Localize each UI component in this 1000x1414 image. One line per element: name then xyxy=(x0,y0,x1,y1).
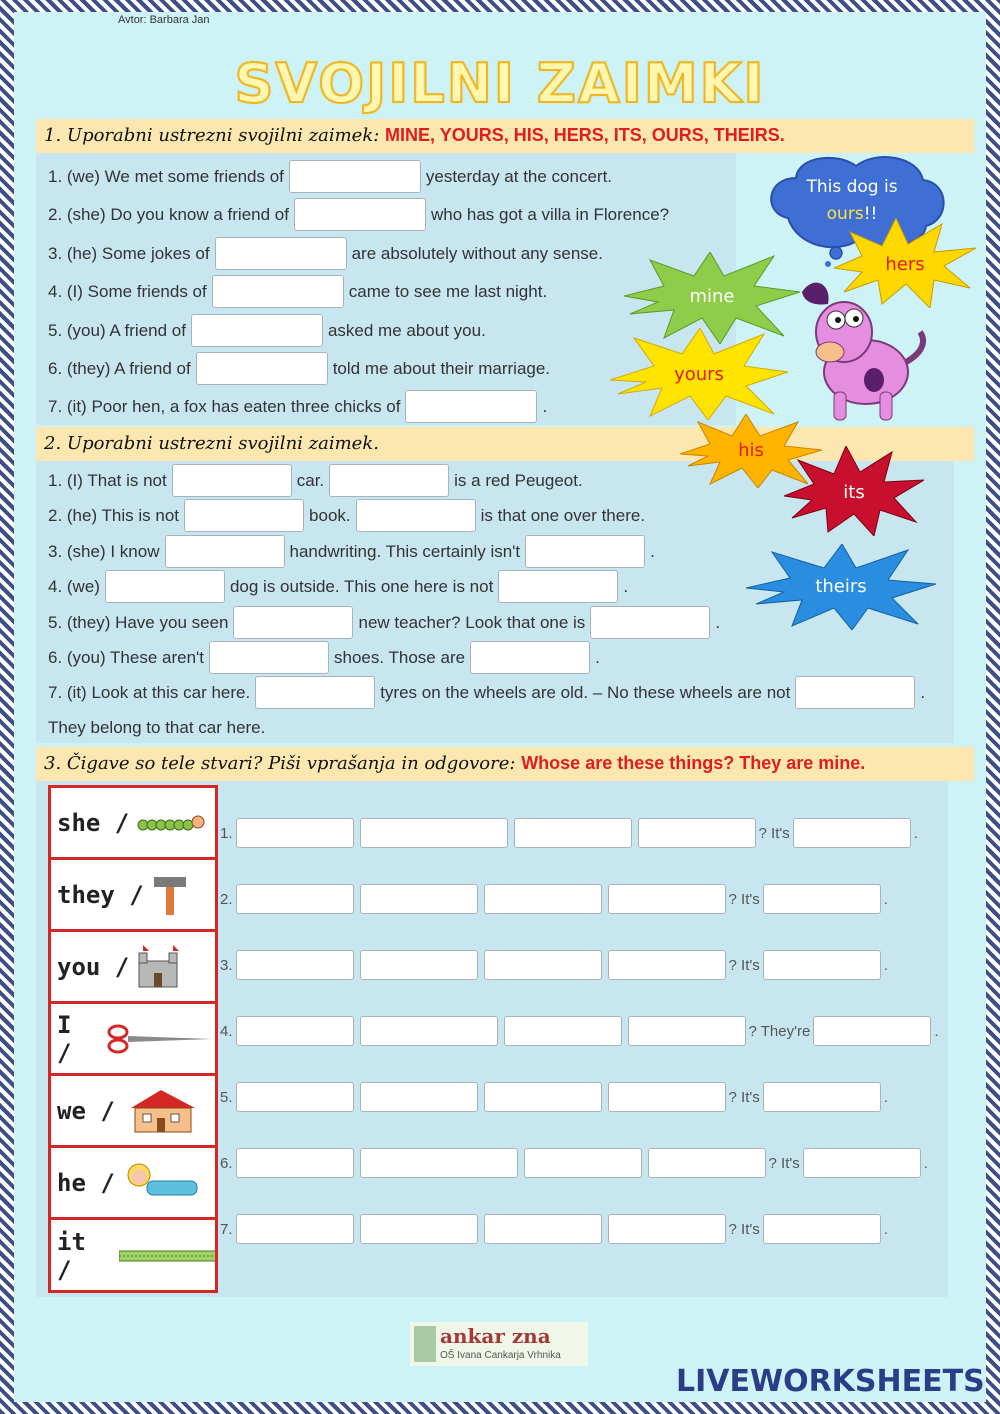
s1-text: 1. (we) We met some friends of xyxy=(48,166,284,186)
s1-text: 2. (she) Do you know a friend of xyxy=(48,204,289,224)
row-end: . xyxy=(934,1022,939,1040)
burst-theirs xyxy=(746,544,936,630)
row-end: . xyxy=(913,824,918,842)
answer-input[interactable] xyxy=(215,237,347,270)
burst-its-label: its xyxy=(843,482,865,503)
s2-text: handwriting. This certainly isn't xyxy=(289,541,521,561)
answer-input[interactable] xyxy=(813,1016,931,1046)
answer-input[interactable] xyxy=(236,884,354,914)
s3-row-7 xyxy=(220,1214,888,1244)
s1-item-7 xyxy=(48,390,547,423)
burst-theirs-label: theirs xyxy=(815,576,867,597)
row-end: . xyxy=(883,956,888,974)
burst-its xyxy=(784,446,924,536)
s1-text: . xyxy=(542,396,548,416)
answer-input[interactable] xyxy=(360,1016,498,1046)
pronoun-label: I / xyxy=(57,1010,72,1067)
answer-input[interactable] xyxy=(184,499,304,532)
pronoun-label: we / xyxy=(57,1096,115,1125)
s2-tail xyxy=(48,718,265,738)
dog-illustration xyxy=(784,262,934,424)
s1-text: 6. (they) A friend of xyxy=(48,358,191,378)
s3-row-5 xyxy=(220,1082,888,1112)
answer-input[interactable] xyxy=(360,1148,518,1178)
answer-input[interactable] xyxy=(294,198,426,231)
s2-item-1 xyxy=(48,464,583,497)
answer-input[interactable] xyxy=(470,641,590,674)
s2-text: is a red Peugeot. xyxy=(454,470,583,490)
answer-input[interactable] xyxy=(638,818,756,848)
answer-input[interactable] xyxy=(196,352,328,385)
s2-text: dog is outside. This one here is not xyxy=(229,576,494,596)
author-credit: Avtor: Barbara Jan xyxy=(118,14,210,26)
answer-input[interactable] xyxy=(628,1016,746,1046)
row-number: 4. xyxy=(220,1022,233,1040)
burst-mine-label: mine xyxy=(689,286,735,307)
answer-input[interactable] xyxy=(360,1214,478,1244)
answer-input[interactable] xyxy=(484,884,602,914)
s1-text: 5. (you) A friend of xyxy=(48,320,186,340)
scissors-icon xyxy=(106,1024,215,1054)
answer-input[interactable] xyxy=(648,1148,766,1178)
table-row xyxy=(51,932,215,1004)
answer-input[interactable] xyxy=(590,606,710,639)
answer-input[interactable] xyxy=(608,1214,726,1244)
answer-input[interactable] xyxy=(484,1214,602,1244)
section1-heading-pronouns: MINE, YOURS, HIS, HERS, ITS, OURS, THEIRS. xyxy=(385,125,785,145)
answer-input[interactable] xyxy=(484,950,602,980)
s2-text: 6. (you) These aren't xyxy=(48,647,205,667)
logo-subtitle: OŠ Ivana Cankarja Vrhnika xyxy=(440,1350,561,1361)
row-end: . xyxy=(883,1088,888,1106)
liveworksheets-brand: LIVEWORKSHEETS xyxy=(676,1364,985,1399)
s1-text: yesterday at the concert. xyxy=(425,166,613,186)
s1-item-6 xyxy=(48,352,550,385)
s3-row-4 xyxy=(220,1016,938,1046)
answer-input[interactable] xyxy=(525,535,645,568)
s2-text: . xyxy=(595,647,600,667)
row-number: 3. xyxy=(220,956,233,974)
row-answer-prefix: ? It's xyxy=(768,1154,800,1172)
s2-text: . xyxy=(715,612,721,632)
s1-text: 3. (he) Some jokes of xyxy=(48,243,210,263)
s1-text: asked me about you. xyxy=(327,320,486,340)
s2-text: . xyxy=(650,541,655,561)
row-answer-prefix: ? It's xyxy=(728,1088,760,1106)
answer-input[interactable] xyxy=(608,1082,726,1112)
answer-input[interactable] xyxy=(608,950,726,980)
answer-input[interactable] xyxy=(172,464,292,497)
pronoun-label: you / xyxy=(57,952,130,981)
house-icon xyxy=(121,1088,201,1134)
bubble-exclaim: !! xyxy=(863,204,878,224)
section3-heading xyxy=(36,747,974,781)
castle-icon xyxy=(135,945,181,989)
s1-text: told me about their marriage. xyxy=(332,358,551,378)
s2-text: 2. (he) This is not xyxy=(48,505,180,525)
s2-text: . xyxy=(623,576,629,596)
answer-input[interactable] xyxy=(795,676,915,709)
s1-text: 7. (it) Poor hen, a fox has eaten three chicks of xyxy=(48,396,401,416)
burst-yours-label: yours xyxy=(674,364,724,385)
answer-input[interactable] xyxy=(236,1016,354,1046)
answer-input[interactable] xyxy=(236,1082,354,1112)
answer-input[interactable] xyxy=(360,818,508,848)
answer-input[interactable] xyxy=(763,1082,881,1112)
table-row xyxy=(51,1220,215,1292)
s1-text: 4. (I) Some friends of xyxy=(48,281,207,301)
pronoun-label: they / xyxy=(57,880,144,909)
answer-input[interactable] xyxy=(236,1214,354,1244)
answer-input[interactable] xyxy=(498,570,618,603)
row-answer-prefix: ? They're xyxy=(748,1022,811,1040)
answer-input[interactable] xyxy=(191,314,323,347)
s2-item-3 xyxy=(48,535,655,568)
s2-text: book. xyxy=(309,505,351,525)
s1-item-5 xyxy=(48,314,486,347)
answer-input[interactable] xyxy=(405,390,537,423)
pronoun-picture-table xyxy=(48,785,218,1293)
s1-text: are absolutely without any sense. xyxy=(351,243,603,263)
table-row xyxy=(51,1076,215,1148)
row-answer-prefix: ? It's xyxy=(758,824,790,842)
s2-tail-text: They belong to that car here. xyxy=(48,718,266,737)
row-answer-prefix: ? It's xyxy=(728,1220,760,1238)
s2-item-4 xyxy=(48,570,628,603)
hammer-icon xyxy=(150,873,190,917)
s1-item-2 xyxy=(48,198,669,231)
answer-input[interactable] xyxy=(289,160,421,193)
answer-input[interactable] xyxy=(212,275,344,308)
answer-input[interactable] xyxy=(105,570,225,603)
answer-input[interactable] xyxy=(524,1148,642,1178)
worksheet-page xyxy=(14,12,986,1402)
s2-item-7 xyxy=(48,676,925,709)
s1-text: who has got a villa in Florence? xyxy=(430,204,670,224)
row-end: . xyxy=(883,890,888,908)
row-number: 6. xyxy=(220,1154,233,1172)
section2-heading-text: 2. Uporabni ustrezni svojilni zaimek. xyxy=(44,433,379,454)
bubble-line1: This dog is xyxy=(806,177,898,197)
bubble-highlight: ours xyxy=(826,204,864,224)
s2-text: shoes. Those are xyxy=(334,647,466,667)
zipper-icon xyxy=(119,1249,215,1263)
answer-input[interactable] xyxy=(763,950,881,980)
section3-heading-example: Whose are these things? They are mine. xyxy=(521,753,866,773)
s2-text: 7. (it) Look at this car here. xyxy=(48,682,251,702)
s2-text: . xyxy=(920,682,926,702)
s2-text: is that one over there. xyxy=(480,505,646,525)
s2-text: 3. (she) I know xyxy=(48,541,160,561)
page-title: SVOJILNI ZAIMKI xyxy=(234,52,766,115)
answer-input[interactable] xyxy=(763,884,881,914)
row-number: 7. xyxy=(220,1220,233,1238)
table-row xyxy=(51,788,215,860)
answer-input[interactable] xyxy=(793,818,911,848)
s3-row-1 xyxy=(220,818,918,848)
section3-heading-text: 3. Čigave so tele stvari? Piši vprašanja in odgovore: xyxy=(44,753,522,774)
answer-input[interactable] xyxy=(514,818,632,848)
answer-input[interactable] xyxy=(255,676,375,709)
s2-text: 1. (I) That is not xyxy=(48,470,167,490)
burst-yours xyxy=(610,328,788,420)
s1-text: came to see me last night. xyxy=(348,281,548,301)
s1-item-4 xyxy=(48,275,547,308)
answer-input[interactable] xyxy=(165,535,285,568)
row-number: 5. xyxy=(220,1088,233,1106)
s3-row-2 xyxy=(220,884,888,914)
s2-item-2 xyxy=(48,499,645,532)
row-end: . xyxy=(883,1220,888,1238)
s2-text: car. xyxy=(296,470,325,490)
answer-input[interactable] xyxy=(803,1148,921,1178)
doll-icon xyxy=(121,1161,205,1205)
s2-item-5 xyxy=(48,606,720,639)
school-logo xyxy=(410,1322,588,1366)
row-answer-prefix: ? It's xyxy=(728,890,760,908)
burst-his-label: his xyxy=(738,440,764,461)
answer-input[interactable] xyxy=(360,884,478,914)
pronoun-label: she / xyxy=(57,808,130,837)
answer-input[interactable] xyxy=(236,950,354,980)
s2-item-6 xyxy=(48,641,600,674)
section1-heading-text: 1. Uporabni ustrezni svojilni zaimek: xyxy=(44,125,386,146)
row-number: 1. xyxy=(220,824,233,842)
row-answer-prefix: ? It's xyxy=(728,956,760,974)
answer-input[interactable] xyxy=(356,499,476,532)
s2-text: 4. (we) xyxy=(48,576,100,596)
logo-name: ankar zna xyxy=(440,1324,551,1348)
s2-text: 5. (they) Have you seen xyxy=(48,612,229,632)
row-end: . xyxy=(923,1154,928,1172)
s2-text: tyres on the wheels are old. – No these wheels are not xyxy=(380,682,791,702)
pronoun-label: it / xyxy=(57,1228,86,1284)
table-row xyxy=(51,860,215,932)
answer-input[interactable] xyxy=(233,606,353,639)
s3-row-3 xyxy=(220,950,888,980)
answer-input[interactable] xyxy=(360,1082,478,1112)
logo-c-icon xyxy=(414,1326,436,1362)
pronoun-label: he / xyxy=(57,1168,115,1197)
answer-input[interactable] xyxy=(329,464,449,497)
s2-text: new teacher? Look that one is xyxy=(358,612,586,632)
answer-input[interactable] xyxy=(608,884,726,914)
answer-input[interactable] xyxy=(360,950,478,980)
answer-input[interactable] xyxy=(763,1214,881,1244)
table-row xyxy=(51,1004,215,1076)
table-row xyxy=(51,1148,215,1220)
row-number: 2. xyxy=(220,890,233,908)
burst-hers-label: hers xyxy=(885,254,925,275)
s3-row-6 xyxy=(220,1148,928,1178)
answer-input[interactable] xyxy=(504,1016,622,1046)
answer-input[interactable] xyxy=(236,1148,354,1178)
caterpillar-icon xyxy=(135,813,207,833)
s1-item-1 xyxy=(48,160,612,193)
s1-item-3 xyxy=(48,237,603,270)
answer-input[interactable] xyxy=(484,1082,602,1112)
answer-input[interactable] xyxy=(236,818,354,848)
answer-input[interactable] xyxy=(209,641,329,674)
